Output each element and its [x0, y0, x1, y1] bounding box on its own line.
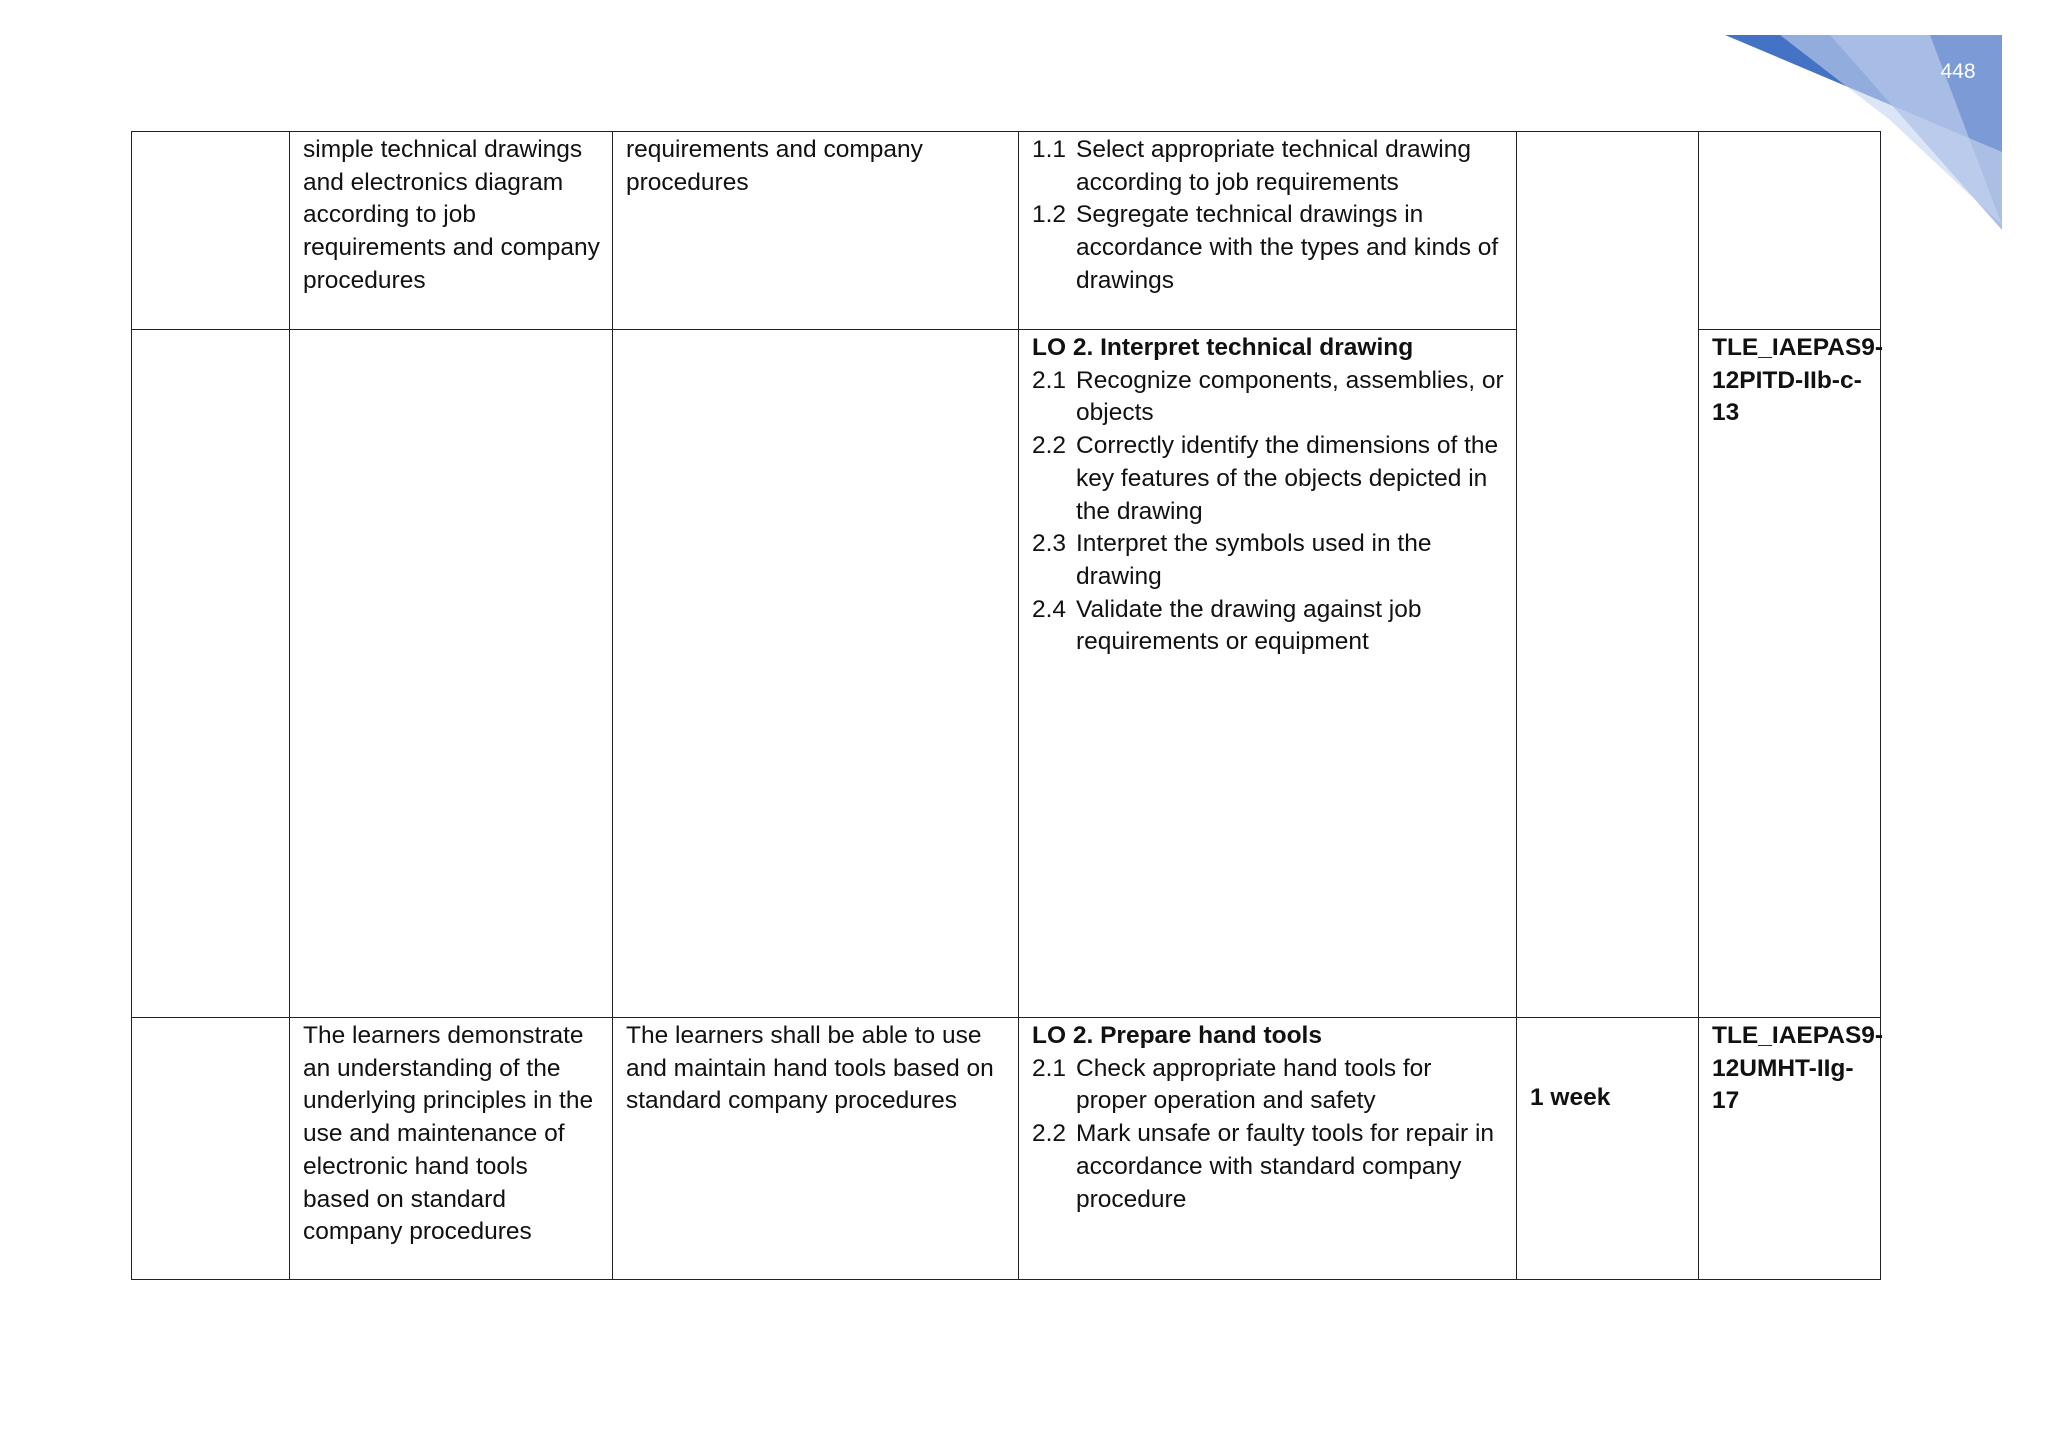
curriculum-table — [131, 131, 1884, 1280]
competency-text: Check appropriate hand tools for proper operation and safety — [1076, 1054, 1432, 1115]
competency-item — [1032, 430, 1504, 528]
table-row — [132, 1018, 1881, 1280]
performance-standard-cell — [613, 1018, 1019, 1280]
page-number: 448 — [1940, 60, 1976, 83]
learning-competency-cell — [1019, 1018, 1517, 1280]
competency-text: Correctly identify the dimensions of the key features of the objects depicted in the drawing — [1076, 432, 1499, 525]
competency-number: 2.3 — [1032, 530, 1067, 558]
performance-standard-cell — [613, 132, 1019, 330]
learning-outcome-title: LO 2. Interpret technical drawing — [1032, 334, 1414, 361]
performance-standard-text: The learners shall be able to use and maintain hand tools based on standard company procedures — [626, 1022, 994, 1115]
table-row — [132, 132, 1881, 330]
competency-number: 2.1 — [1032, 1054, 1067, 1082]
code-cell — [1699, 132, 1881, 330]
competency-item — [1032, 134, 1504, 199]
learning-competency-cell — [1019, 330, 1517, 1018]
duration-cell — [1517, 132, 1699, 1018]
competency-number: 1.1 — [1032, 136, 1067, 163]
competency-text: Select appropriate technical drawing according to job requirements — [1076, 136, 1471, 196]
content-standard-cell — [290, 1018, 613, 1280]
competency-item — [1032, 199, 1504, 297]
competency-text: Segregate technical drawings in accordance with the types and kinds of drawings — [1076, 201, 1499, 294]
competency-number: 2.1 — [1032, 366, 1067, 394]
content-standard-text: The learners demonstrate an understanding of the underlying principles in the use and maintenance of electronic hand tools based on standard company procedures — [303, 1022, 594, 1246]
performance-standard-cell — [613, 330, 1019, 1018]
competency-text: Validate the drawing against job requirements or equipment — [1076, 595, 1422, 656]
competency-number: 2.4 — [1032, 595, 1067, 623]
code-cell — [1699, 1018, 1884, 1280]
blank-cell — [132, 1018, 290, 1280]
competency-text: Mark unsafe or faulty tools for repair in accordance with standard company procedure — [1076, 1120, 1495, 1213]
competency-text: Interpret the symbols used in the drawing — [1076, 530, 1432, 590]
code-cell — [1699, 330, 1884, 1018]
content-standard-cell — [290, 132, 613, 330]
competency-number: 2.2 — [1032, 1120, 1067, 1148]
competency-item — [1032, 528, 1504, 593]
code-text: TLE_IAEPAS9-12PITD-IIb-c-13 — [1712, 334, 1884, 427]
duration-cell — [1517, 1018, 1699, 1280]
content-standard-text: simple technical drawings and electronics diagram according to job requirements and company procedures — [303, 136, 600, 294]
competency-item — [1032, 1053, 1504, 1118]
performance-standard-text: requirements and company procedures — [626, 136, 923, 196]
duration-text: 1 week — [1530, 1084, 1611, 1111]
content-standard-cell — [290, 330, 613, 1018]
competency-item — [1032, 594, 1504, 659]
code-text: TLE_IAEPAS9-12UMHT-IIg-17 — [1712, 1022, 1884, 1115]
competency-item — [1032, 1118, 1504, 1216]
competency-item — [1032, 365, 1504, 430]
learning-outcome-title: LO 2. Prepare hand tools — [1032, 1022, 1322, 1049]
blank-cell — [132, 330, 290, 1018]
competency-number: 1.2 — [1032, 201, 1067, 229]
competency-number: 2.2 — [1032, 432, 1067, 460]
learning-competency-cell — [1019, 132, 1517, 330]
competency-text: Recognize components, assemblies, or objects — [1076, 366, 1504, 427]
blank-cell — [132, 132, 290, 330]
